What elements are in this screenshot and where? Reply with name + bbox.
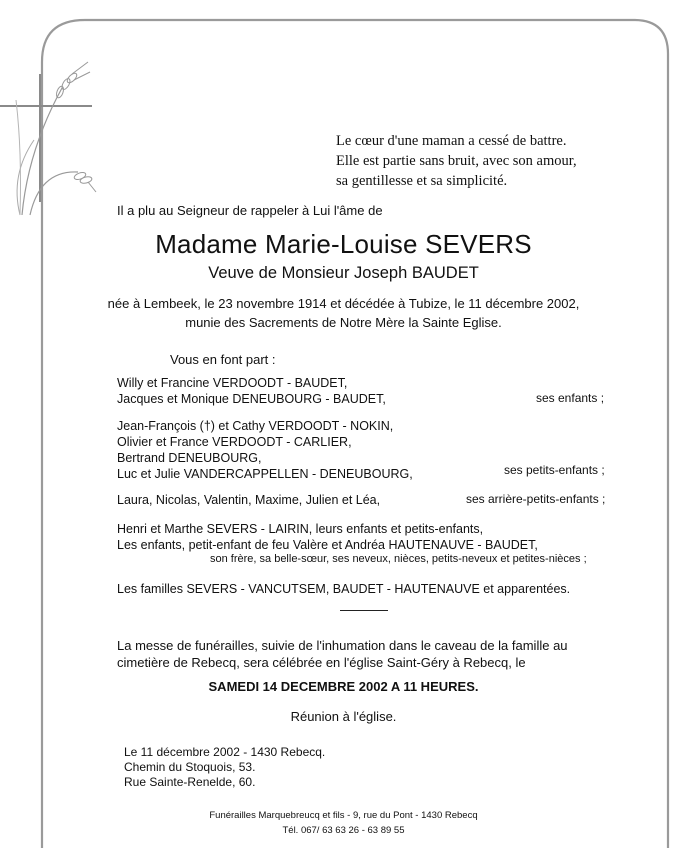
poem-line: sa gentillesse et sa simplicité. bbox=[336, 173, 508, 189]
address-line: Rue Sainte-Renelde, 60. bbox=[124, 775, 256, 789]
list-item: Jean-François (†) et Cathy VERDOODT - NOKIN, bbox=[117, 419, 394, 433]
poem bbox=[336, 131, 577, 191]
grandchildren-list bbox=[117, 418, 413, 482]
deceased-name: Madame Marie-Louise SEVERS bbox=[155, 229, 532, 259]
list-item: Olivier et France VERDOODT - CARLIER, bbox=[117, 435, 352, 449]
address-line: Le 11 décembre 2002 - 1430 Rebecq. bbox=[124, 745, 326, 759]
grandchildren-role: ses petits-enfants ; bbox=[504, 463, 605, 477]
announce-text: Vous en font part : bbox=[170, 352, 276, 367]
mass-line: La messe de funérailles, suivie de l'inhumation dans le caveau de la famille au bbox=[117, 638, 568, 653]
list-item: Laura, Nicolas, Valentin, Maxime, Julien et Léa, bbox=[117, 493, 381, 507]
mass-line: cimetière de Rebecq, sera célébrée en l'église Saint-Géry à Rebecq, le bbox=[117, 655, 526, 670]
mass-date: SAMEDI 14 DECEMBRE 2002 A 11 HEURES. bbox=[208, 679, 479, 694]
list-item: Les familles SEVERS - VANCUTSEM, BAUDET - HAUTENAUVE et apparentées. bbox=[117, 582, 571, 596]
cross-wheat-icon bbox=[0, 62, 96, 215]
birth-death-line: née à Lembeek, le 23 novembre 1914 et décédée à Tubize, le 11 décembre 2002, bbox=[107, 296, 580, 311]
divider bbox=[340, 610, 388, 611]
reunion-text: Réunion à l'église. bbox=[290, 709, 397, 724]
address-line: Chemin du Stoquois, 53. bbox=[124, 760, 256, 774]
poem-line: Elle est partie sans bruit, avec son amour, bbox=[336, 153, 577, 169]
great-grandchildren-role: ses arrière-petits-enfants ; bbox=[466, 492, 606, 506]
birth-death-line: munie des Sacrements de Notre Mère la Sainte Eglise. bbox=[185, 315, 502, 330]
siblings-list bbox=[117, 521, 538, 553]
children-role: ses enfants ; bbox=[536, 391, 605, 405]
siblings-role: son frère, sa belle-sœur, ses neveux, nièces, petits-neveux et petites-nièces ; bbox=[210, 553, 587, 565]
list-item: Jacques et Monique DENEUBOURG - BAUDET, bbox=[117, 392, 386, 406]
list-item: Henri et Marthe SEVERS - LAIRIN, leurs enfants et petits-enfants, bbox=[117, 522, 484, 536]
children-list bbox=[117, 375, 386, 407]
list-item: Bertrand DENEUBOURG, bbox=[117, 451, 262, 465]
families-line bbox=[117, 581, 570, 597]
birth-death-info bbox=[0, 294, 687, 332]
address-block bbox=[124, 745, 325, 790]
footer-phone: Tél. 067/ 63 63 26 - 63 89 55 bbox=[282, 825, 405, 836]
list-item: Les enfants, petit-enfant de feu Valère et Andréa HAUTENAUVE - BAUDET, bbox=[117, 538, 538, 552]
list-item: Luc et Julie VANDERCAPPELLEN - DENEUBOURG, bbox=[117, 467, 413, 481]
mass-info bbox=[117, 637, 608, 671]
list-item: Willy et Francine VERDOODT - BAUDET, bbox=[117, 376, 348, 390]
great-grandchildren-list bbox=[117, 492, 380, 508]
footer-company: Funérailles Marquebreucq et fils - 9, rue du Pont - 1430 Rebecq bbox=[209, 810, 478, 821]
widow-of: Veuve de Monsieur Joseph BAUDET bbox=[208, 264, 479, 282]
poem-line: Le cœur d'une maman a cessé de battre. bbox=[336, 133, 567, 149]
intro-text: Il a plu au Seigneur de rappeler à Lui l'âme de bbox=[117, 203, 383, 218]
